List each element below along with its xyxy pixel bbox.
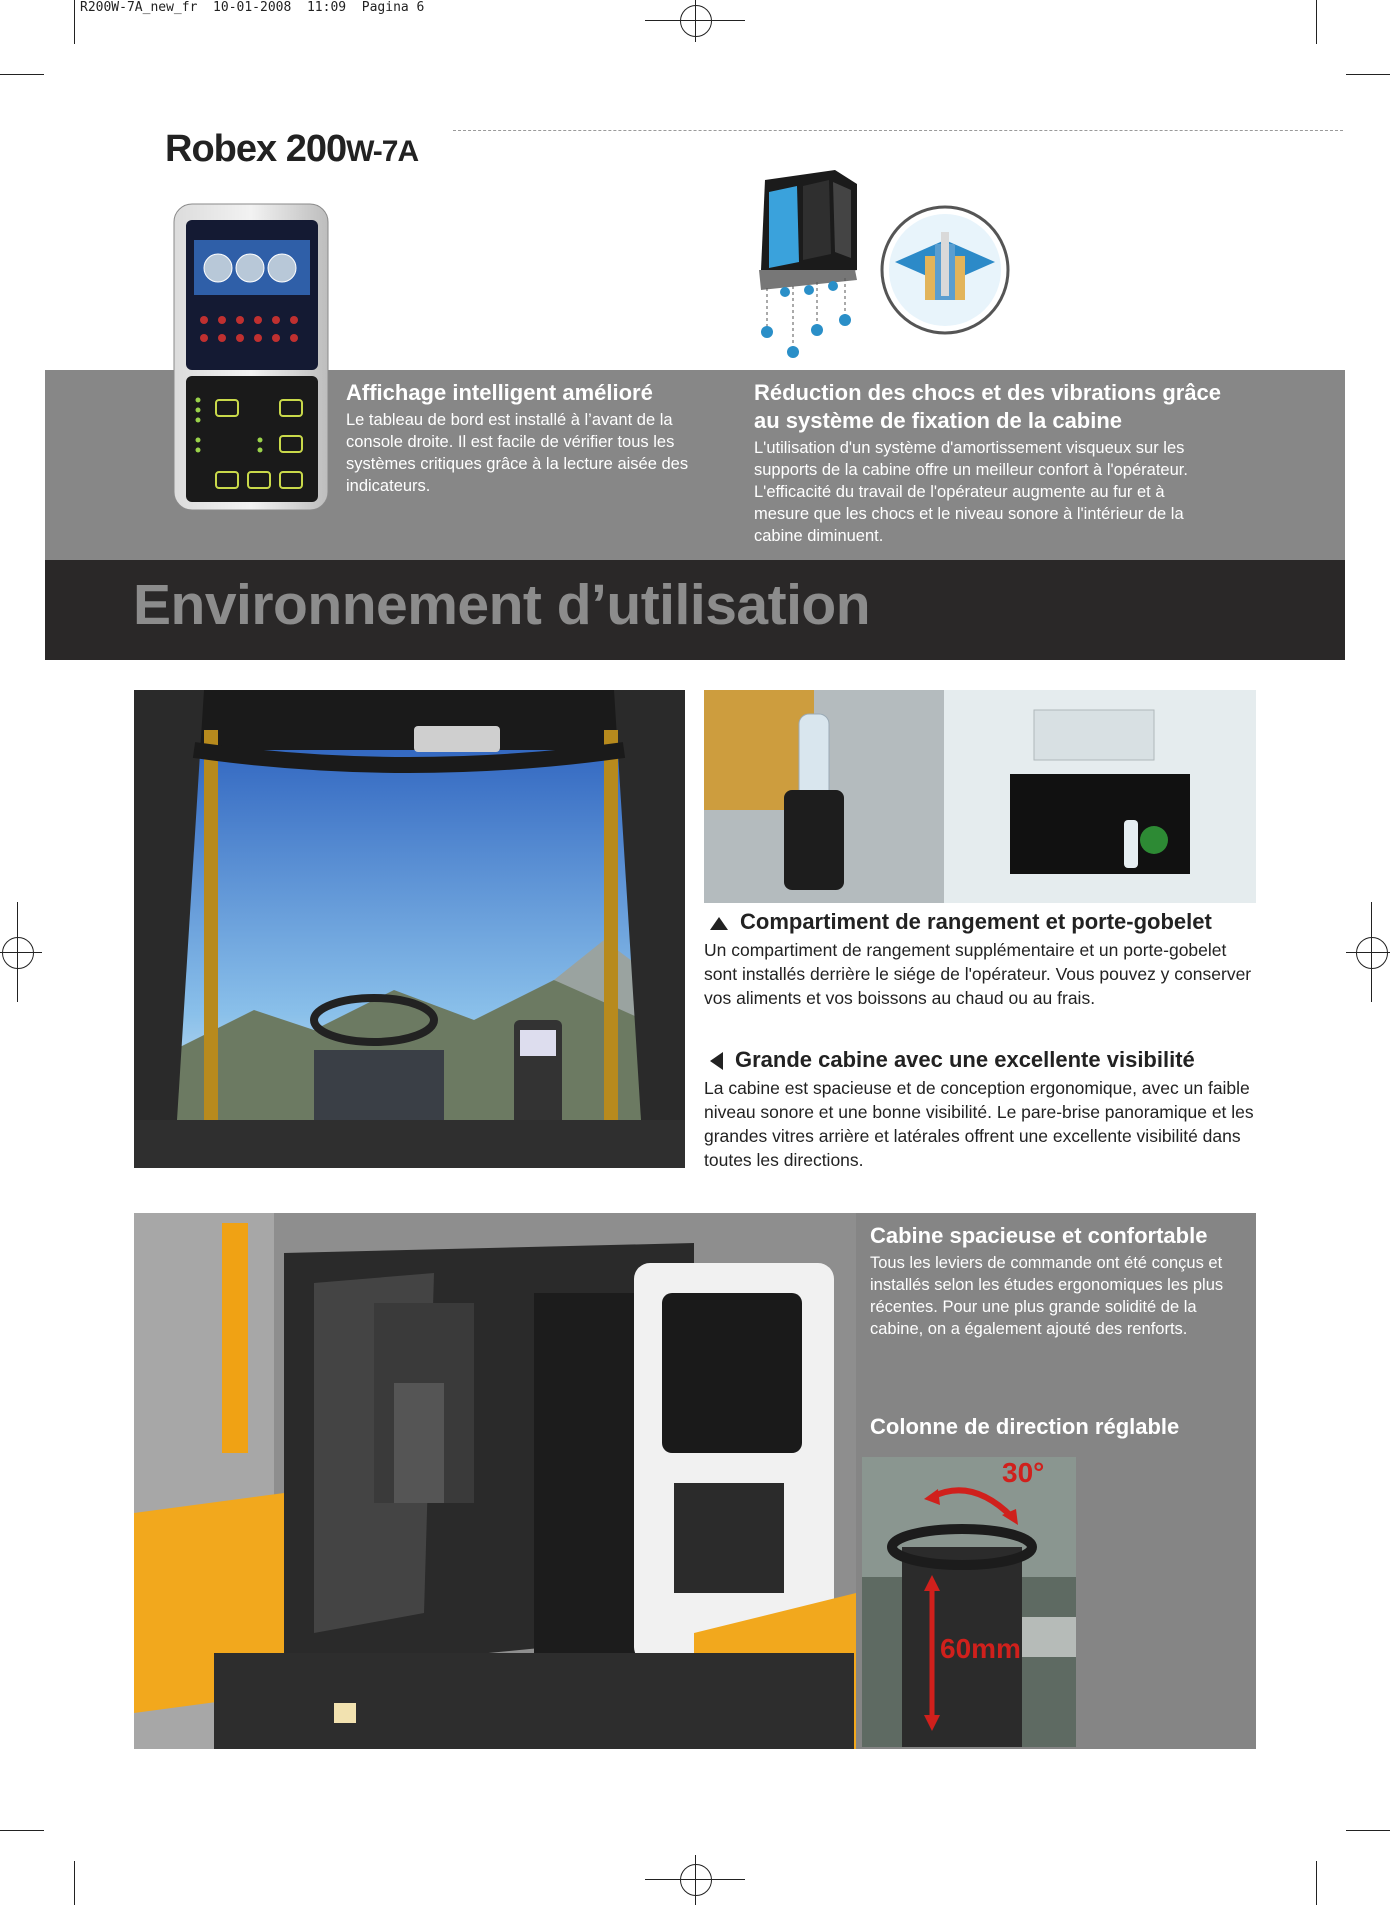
crop-mark: [74, 0, 75, 44]
crop-mark: [1316, 1861, 1317, 1905]
feature-text: L'utilisation d'un système d'amortissement visqueux sur les supports de la cabine offre un meilleur confort à l'opérateur. L'efficacité du travail de l'opérateur augmente au fur et à mesure que les chocs et le niveau sonore à l'intérieur de la cabine diminuent.: [754, 439, 1188, 545]
crop-mark: [0, 74, 44, 75]
visibility-feature: [704, 1046, 1264, 1172]
comfort-title: Cabine spacieuse et confortable: [870, 1223, 1208, 1248]
steering-angle-label: 30°: [1002, 1457, 1045, 1488]
crop-mark: [1316, 0, 1317, 44]
storage-title: [704, 908, 1264, 936]
model-name-main: Robex 200: [165, 128, 347, 170]
cab-interior-photo: [134, 690, 685, 1168]
storage-text: Un compartiment de rangement supplémentaire et un porte-gobelet sont installés derrière le siége de l'opérateur. Vous pouvez y conserver vos aliments et vos boissons au chaud ou au frais.: [704, 940, 1252, 1008]
triangle-up-icon: [710, 917, 728, 930]
cabin-mount-illustration: [745, 162, 1015, 362]
storage-feature: [704, 908, 1264, 1010]
crop-mark: [1346, 1830, 1390, 1831]
triangle-left-icon: [710, 1052, 723, 1070]
comfort-feature: [870, 1222, 1248, 1340]
visibility-text: La cabine est spacieuse et de conception ergonomique, avec un faible niveau sonore et une bonne visibilité. Le pare-brise panoramique et les grandes vitres arrière et latérales offrent une excellente visibilité dans toutes les directions.: [704, 1078, 1254, 1170]
steering-travel-label: 60mm: [940, 1633, 1021, 1664]
dashboard-cluster-image: [170, 200, 332, 514]
crop-mark: [0, 1830, 44, 1831]
feature-smart-display: [346, 379, 706, 497]
model-name: [165, 128, 418, 171]
steering-column-photo: [862, 1457, 1076, 1747]
storage-title-text: Compartiment de rangement et porte-gobelet: [740, 909, 1212, 934]
feature-text: Le tableau de bord est installé à l’avant de la console droite. Il est facile de vérifier tous les systèmes critiques grâce à la lecture aisée des indicateurs.: [346, 411, 689, 495]
header-divider: [453, 130, 1343, 131]
visibility-title: [704, 1046, 1264, 1074]
comfort-text: Tous les leviers de commande ont été conçus et installés selon les études ergonomiques les plus récentes. Pour une plus grande solidité de la cabine, on a également ajouté des renforts.: [870, 1254, 1224, 1338]
visibility-title-text: Grande cabine avec une excellente visibilité: [735, 1047, 1195, 1072]
feature-title: Affichage intelligent amélioré: [346, 380, 653, 405]
open-cab-photo: [134, 1213, 856, 1749]
steering-title: Colonne de direction réglable: [870, 1414, 1180, 1439]
print-slug: R200W-7A_new_fr 10-01-2008 11:09 Pagina 6: [80, 0, 425, 15]
feature-cab-mounting: [754, 379, 1224, 547]
crop-mark: [74, 1861, 75, 1905]
storage-compartment-photo: [704, 690, 1256, 903]
crop-mark: [1346, 74, 1390, 75]
section-title: Environnement d’utilisation: [133, 573, 871, 637]
feature-title: Réduction des chocs et des vibrations grâce au système de fixation de la cabine: [754, 380, 1222, 433]
model-name-suffix: W-7A: [346, 135, 419, 168]
